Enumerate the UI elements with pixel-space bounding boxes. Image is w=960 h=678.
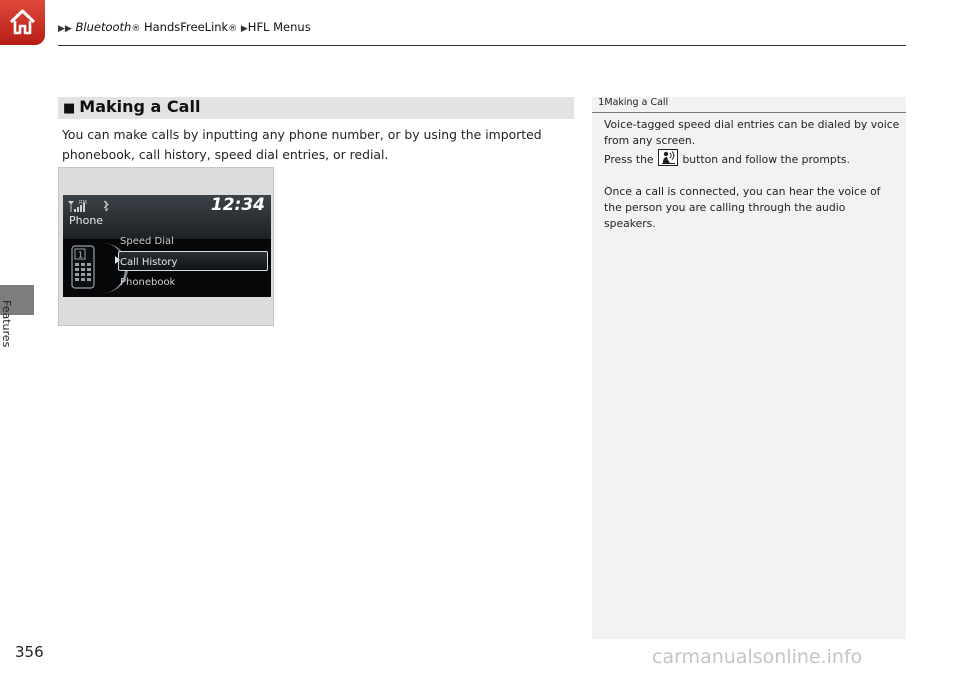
registered-mark: ® xyxy=(131,24,141,34)
section-header xyxy=(58,97,574,119)
breadcrumb xyxy=(58,20,311,34)
talk-button-icon xyxy=(658,149,678,166)
signal-label: RM xyxy=(79,200,87,206)
signal-strength-icon xyxy=(68,199,112,213)
screen-title: Phone xyxy=(69,214,104,227)
section-title-text: Making a Call xyxy=(79,97,201,116)
breadcrumb-arrow-icon: ▶ xyxy=(240,24,248,34)
note-line-1: Voice-tagged speed dial entries can be dialed by voice from any screen. xyxy=(604,118,900,147)
home-button[interactable] xyxy=(0,0,45,45)
note-marker: 1 xyxy=(598,97,605,108)
note-divider xyxy=(592,112,906,113)
mobile-phone-icon xyxy=(71,245,95,289)
note-line-2: Press the button and follow the prompts. xyxy=(604,149,900,168)
phone-digit: 1 xyxy=(78,250,84,260)
note-line-3: Once a call is connected, you can hear the voice of the person you are calling through the audio speakers. xyxy=(604,185,881,230)
square-bullet-icon: ■ xyxy=(63,101,76,116)
breadcrumb-item-hfl-menus[interactable]: HFL Menus xyxy=(247,20,311,34)
registered-mark: ® xyxy=(228,24,238,34)
phone-screen-figure xyxy=(58,167,274,326)
page-number: 356 xyxy=(15,643,44,661)
chapter-label: Features xyxy=(0,300,13,348)
phone-display xyxy=(63,195,271,297)
breadcrumb-arrow-icon: ▶▶ xyxy=(58,24,72,34)
status-bar xyxy=(63,195,271,239)
breadcrumb-item-handsfreelink[interactable]: HandsFreeLink xyxy=(140,20,229,34)
header-divider xyxy=(58,45,906,46)
watermark: carmanualsonline.info xyxy=(652,646,863,668)
note-panel xyxy=(592,97,906,639)
home-icon xyxy=(7,7,38,38)
clock: 12:34 xyxy=(210,195,265,215)
menu-item-call-history[interactable]: Call History xyxy=(120,257,178,268)
note-title: Making a Call xyxy=(604,97,669,108)
note-heading xyxy=(598,97,668,108)
note-text xyxy=(604,117,900,232)
menu-item-phonebook[interactable]: Phonebook xyxy=(120,277,176,288)
breadcrumb-item-bluetooth[interactable]: Bluetooth xyxy=(75,20,132,34)
section-title xyxy=(63,97,200,116)
section-body: You can make calls by inputting any phone number, or by using the imported phonebook, call history, speed dial entries, or redial. xyxy=(62,127,542,162)
menu-item-speed-dial[interactable]: Speed Dial xyxy=(120,236,174,247)
